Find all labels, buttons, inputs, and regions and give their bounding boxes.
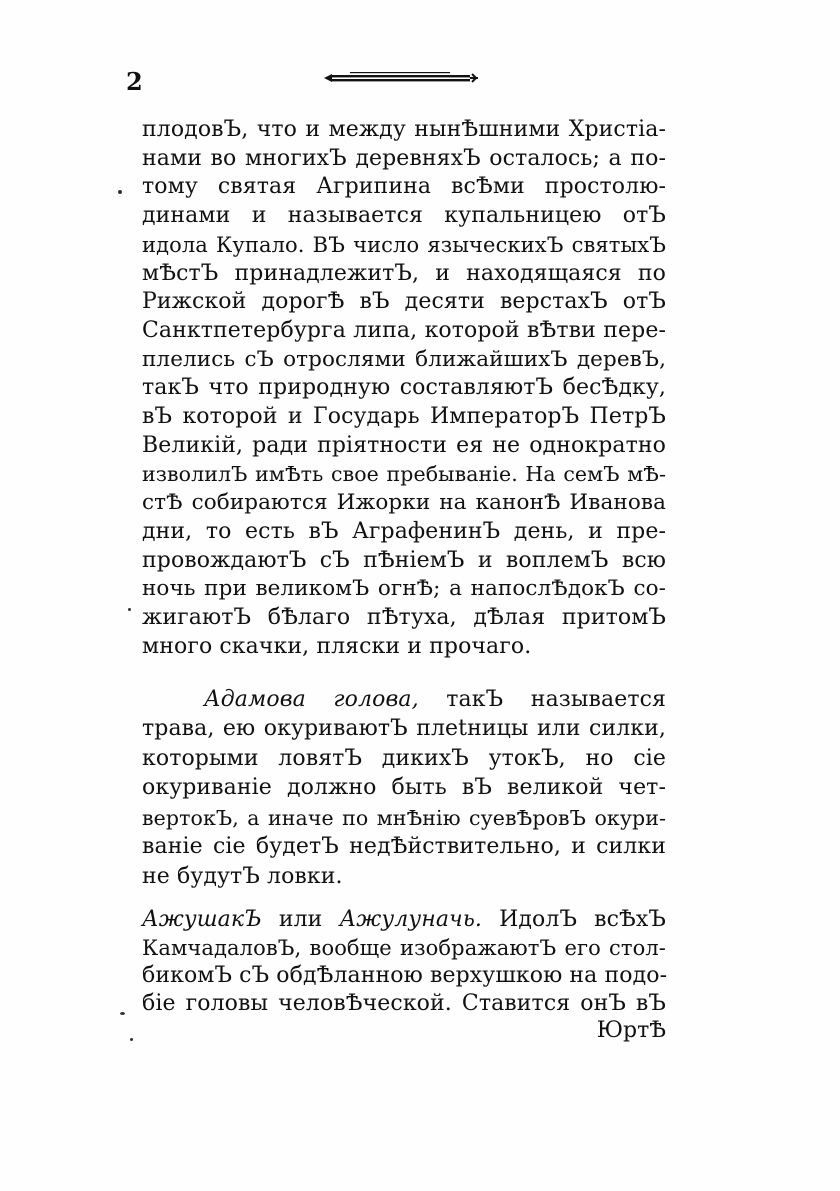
p1-line: плодовЪ, что и между нынѢшними Христіа- <box>142 117 666 142</box>
p3-line: КамчадаловЪ, вообще изображаютЪ его стол- <box>142 936 666 960</box>
print-speck <box>118 190 122 194</box>
p1-line: провождаютЪ сЪ пѢніемЪ и воплемЪ всю <box>142 547 666 573</box>
p1-line: тому святая Агрипина всѢми простолю- <box>142 174 666 200</box>
paragraph-2-first-line-text: такЪ называется <box>446 687 666 712</box>
p1-line: Санктпетербурга липа, которой вѢтви пере- <box>142 317 666 343</box>
p1-line: Рижской дорогѢ вЪ десяти верстахЪ отЪ <box>142 289 666 315</box>
p3-line: біе головы человѢческой. Ставится онЪ вЪ <box>142 991 666 1016</box>
paragraph-2-first-line <box>142 686 666 714</box>
header-ornament-icon <box>320 68 480 88</box>
p1-line: вЪ которой и Государь ИмператорЪ ПетрЪ <box>142 404 666 429</box>
p2-line: окуриваніе должно быть вЪ великой чет- <box>142 775 666 800</box>
p1-line: нами во многихЪ деревняхЪ осталось; а по- <box>142 145 666 171</box>
p2-line: вертокЪ, а иначе по мнѢнію суевѢровЪ окури- <box>142 805 666 830</box>
p3-line: бикомЪ сЪ обдѢланною верхушкою на подо- <box>142 963 668 988</box>
entry-term-connector: или <box>278 907 323 932</box>
p1-line: ночь при великомЪ огнѢ; а напослѢдокЪ со- <box>142 576 666 602</box>
p1-line: дни, то есть вЪ АграфенинЪ день, и пре- <box>142 518 666 544</box>
p1-line: идола Купало. ВЪ число языческихЪ святыхЪ <box>142 232 666 257</box>
p1-line: Великій, ради пріятности ея не однократно <box>142 432 666 458</box>
page-number: 2 <box>126 67 143 96</box>
p1-line: мѢстЪ принадлежитЪ, и находящаяся по <box>142 260 666 286</box>
p2-line: ваніе сіе будетЪ недѢйствительно, и силки <box>142 834 666 859</box>
catchword: ЮртѢ <box>596 1018 666 1043</box>
p1-line: такЪ что природную составляютЪ бесѢдку, <box>142 375 666 401</box>
p2-line: не будутЪ ловки. <box>142 863 343 889</box>
paragraph-3-first-line-text: ИдолЪ всѢхЪ <box>499 907 666 932</box>
print-speck <box>120 1012 125 1015</box>
print-speck <box>128 608 131 611</box>
p1-line: плелись сЪ отрослями ближайшихЪ деревЪ, <box>142 346 666 372</box>
p1-line: изволилЪ имѢть свое пребываніе. На семЪ мѢ- <box>142 462 666 487</box>
entry-term-azhulunach: Ажулуначь. <box>339 907 482 932</box>
entry-term-adamova-golova: Адамова голова, <box>204 687 419 712</box>
p1-line: много скачки, пляски и прочаго. <box>142 633 532 659</box>
p1-line: жигаютЪ бѢлаго пѢтуха, дѢлая притомЪ <box>142 604 666 630</box>
p2-line: которыми ловятЪ дикихЪ утокЪ, но сіе <box>142 745 666 771</box>
p2-line: трава, ею окуриваютЪ плеtницы или силки, <box>142 716 666 741</box>
p1-line: динами и называется купальницею отЪ <box>142 203 666 229</box>
p1-line: стѢ собираются Ижорки на канонѢ Иванова <box>142 490 666 516</box>
paragraph-3-first-line <box>142 906 666 934</box>
entry-term-azhushak: АжушакЪ <box>142 907 262 932</box>
print-speck <box>130 1038 133 1041</box>
